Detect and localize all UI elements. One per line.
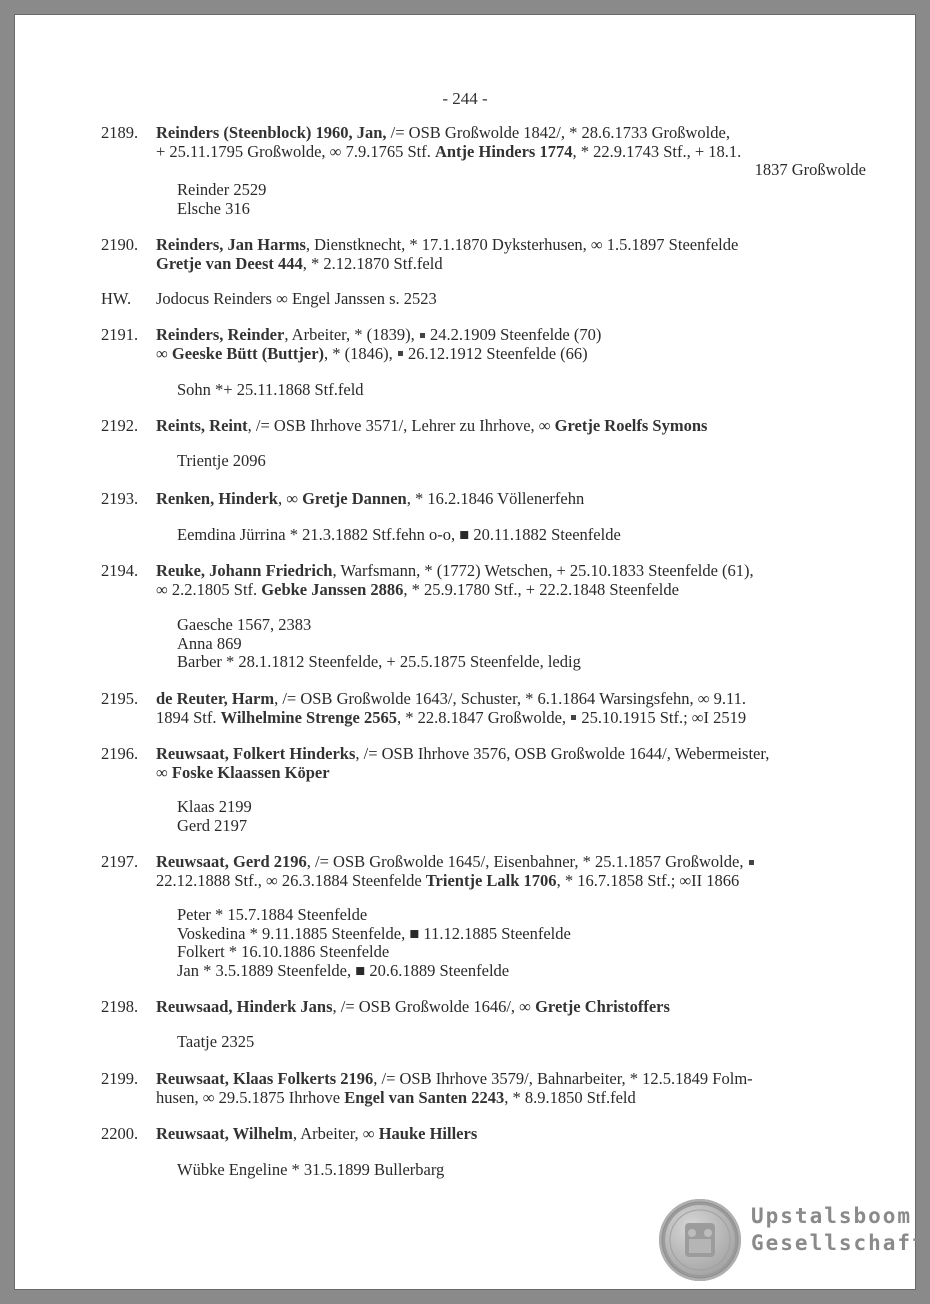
child-item: Barber * 28.1.1812 Steenfelde, + 25.5.1875 Steenfelde, ledig xyxy=(177,652,581,671)
logo-line-2: Gesellschaft xyxy=(751,1231,927,1255)
person-name: Gretje Roelfs Symons xyxy=(554,416,708,435)
person-name: Reuwsaat, Klaas Folkerts 2196 xyxy=(156,1069,374,1088)
person-name: Engel van Santen 2243 xyxy=(344,1087,505,1107)
entry-detail: Jodocus Reinders ∞ Engel Janssen s. 2523 xyxy=(156,289,437,308)
entry-line xyxy=(156,745,866,764)
entry-number: 2194. xyxy=(101,561,139,580)
entry-detail: 25.10.1915 Stf.; ∞I 2519 xyxy=(577,707,747,727)
entry-detail: 1837 Großwolde xyxy=(754,160,866,179)
entry-detail: /= OSB Großwolde 1842/, * 28.6.1733 Großwolde, xyxy=(386,123,730,142)
entry-line xyxy=(156,998,866,1017)
entry-number: 2200. xyxy=(101,1124,139,1143)
entry-line xyxy=(156,690,866,709)
entry-line xyxy=(156,709,866,728)
society-logo xyxy=(659,1199,927,1283)
children-list xyxy=(177,181,266,218)
children-list xyxy=(177,452,266,471)
entry-number: 2189. xyxy=(101,123,139,142)
entry-detail: , * 16.2.1846 Völlenerfehn xyxy=(406,489,585,508)
person-name: Reuke, Johann Friedrich xyxy=(156,561,333,580)
burial-square-icon xyxy=(749,860,754,865)
person-name: Reints, Reint xyxy=(156,416,248,435)
child-item: Reinder 2529 xyxy=(177,180,267,199)
entry-line xyxy=(156,326,866,345)
entry-line xyxy=(156,764,866,783)
entry-number: 2193. xyxy=(101,489,139,508)
child-item: Peter * 15.7.1884 Steenfelde xyxy=(177,905,368,924)
entry-line xyxy=(156,290,866,309)
entry-detail: , Arbeiter, * (1839), xyxy=(284,325,419,344)
child-item: Trientje 2096 xyxy=(177,451,266,470)
entry-line xyxy=(156,255,866,274)
entry-detail: , * 25.9.1780 Stf., + 22.2.1848 Steenfelde xyxy=(403,579,679,599)
entry-text xyxy=(156,326,866,363)
entry-text xyxy=(156,1125,866,1144)
person-name: Gretje Christoffers xyxy=(535,997,670,1016)
person-name: Antje Hinders 1774 xyxy=(434,141,573,161)
entry-number: HW. xyxy=(101,289,132,308)
entry-detail: 26.12.1912 Steenfelde (66) xyxy=(403,343,588,363)
entry-detail: 22.12.1888 Stf., ∞ 26.3.1884 Steenfelde xyxy=(156,870,426,890)
entry-detail: , /= OSB Ihrhove 3579/, Bahnarbeiter, * 12.5.1849 Folm- xyxy=(373,1069,753,1088)
entry-detail: husen, ∞ 29.5.1875 Ihrhove xyxy=(156,1087,345,1107)
logo-line-1: Upstalsboom xyxy=(751,1204,913,1228)
person-name: de Reuter, Harm xyxy=(156,689,275,708)
entry-line xyxy=(156,417,866,436)
person-name: Reinders (Steenblock) 1960, Jan, xyxy=(156,123,387,142)
child-item: Jan * 3.5.1889 Steenfelde, ■ 20.6.1889 Steenfelde xyxy=(177,960,510,980)
entry-text xyxy=(156,290,866,309)
person-name: Reuwsaat, Folkert Hinderks xyxy=(156,744,356,763)
entry-line xyxy=(156,1125,866,1144)
page-number: - 244 - xyxy=(442,89,488,108)
burial-square-icon xyxy=(571,715,576,720)
person-name: Wilhelmine Strenge 2565 xyxy=(220,707,397,727)
burial-square-icon xyxy=(420,333,425,338)
entry-line xyxy=(156,345,866,364)
entry-number: 2191. xyxy=(101,325,139,344)
entry-text xyxy=(156,998,866,1017)
entry-line xyxy=(156,124,866,143)
entry-detail: + 25.11.1795 Großwolde, ∞ 7.9.1765 Stf. xyxy=(156,141,435,161)
entry-number: 2190. xyxy=(101,235,139,254)
entry-line xyxy=(156,872,866,891)
entry-text xyxy=(156,853,866,890)
child-item: Klaas 2199 xyxy=(177,797,252,816)
person-name: Reinders, Reinder xyxy=(156,325,285,344)
entry-detail: , /= OSB Großwolde 1645/, Eisenbahner, * 25.1.1857 Großwolde, xyxy=(306,852,748,871)
child-item: Anna 869 xyxy=(177,633,242,653)
entry-line xyxy=(156,236,866,255)
entry-detail: , Arbeiter, ∞ xyxy=(292,1124,379,1143)
entry-detail: , Dienstknecht, * 17.1.1870 Dyksterhusen, ∞ 1.5.1897 Steenfelde xyxy=(305,235,739,254)
entry-line xyxy=(156,562,866,581)
person-name: Gebke Janssen 2886 xyxy=(261,579,404,599)
child-item: Elsche 316 xyxy=(177,198,250,218)
entry-detail: , /= OSB Ihrhove 3576, OSB Großwolde 1644/, Webermeister, xyxy=(355,744,770,763)
entry-detail: , /= OSB Großwolde 1646/, ∞ xyxy=(332,997,536,1016)
child-item: Eemdina Jürrina * 21.3.1882 Stf.fehn o-o, ■ 20.11.1882 Steenfelde xyxy=(177,525,621,544)
person-name: Renken, Hinderk xyxy=(156,489,278,508)
person-name: Reuwsaad, Hinderk Jans xyxy=(156,997,333,1016)
children-list xyxy=(177,906,571,980)
entry-text xyxy=(156,417,866,436)
burial-square-icon xyxy=(398,351,403,356)
child-item: Gaesche 1567, 2383 xyxy=(177,615,312,634)
entry-detail: , * 22.8.1847 Großwolde, xyxy=(396,707,571,727)
child-item: Gerd 2197 xyxy=(177,815,248,835)
entry-detail: , * (1846), xyxy=(324,343,397,363)
entry-number: 2195. xyxy=(101,689,139,708)
entry-line xyxy=(156,853,866,872)
person-name: Trientje Lalk 1706 xyxy=(425,870,557,890)
person-name: Foske Klaassen Köper xyxy=(171,762,330,782)
entry-detail: , * 8.9.1850 Stf.feld xyxy=(504,1087,636,1107)
person-name: Reuwsaat, Gerd 2196 xyxy=(156,852,307,871)
entry-detail: , * 22.9.1743 Stf., + 18.1. xyxy=(572,141,742,161)
children-list xyxy=(177,1161,444,1180)
entry-number: 2196. xyxy=(101,744,139,763)
entry-text xyxy=(156,124,866,180)
entry-text xyxy=(156,562,866,599)
person-name: Hauke Hillers xyxy=(378,1124,478,1143)
entry-line xyxy=(156,161,866,180)
entry-detail: , * 16.7.1858 Stf.; ∞II 1866 xyxy=(556,870,740,890)
entry-text xyxy=(156,1070,866,1107)
child-item: Voskedina * 9.11.1885 Steenfelde, ■ 11.12.1885 Steenfelde xyxy=(177,923,571,943)
child-item: Folkert * 16.10.1886 Steenfelde xyxy=(177,942,390,961)
entry-detail: , /= OSB Großwolde 1643/, Schuster, * 6.1.1864 Warsingsfehn, ∞ 9.11. xyxy=(274,689,746,708)
child-item: Wübke Engeline * 31.5.1899 Bullerbarg xyxy=(177,1160,445,1179)
entry-text xyxy=(156,236,866,273)
children-list xyxy=(177,1033,254,1052)
entry-text xyxy=(156,690,866,727)
entry-line xyxy=(156,581,866,600)
person-name: Reuwsaat, Wilhelm xyxy=(156,1124,293,1143)
entry-number: 2198. xyxy=(101,997,139,1016)
child-item: Taatje 2325 xyxy=(177,1032,255,1051)
entry-detail: ∞ 2.2.1805 Stf. xyxy=(156,579,262,599)
entry-number: 2197. xyxy=(101,852,139,871)
children-list xyxy=(177,616,581,672)
entry-line xyxy=(156,1089,866,1108)
person-name: Geeske Bütt (Buttjer) xyxy=(171,343,325,363)
person-name: Reinders, Jan Harms xyxy=(156,235,306,254)
person-name: Gretje van Deest 444 xyxy=(156,253,303,273)
entry-number: 2199. xyxy=(101,1069,139,1088)
seal-icon xyxy=(659,1199,741,1281)
entry-detail: , /= OSB Ihrhove 3571/, Lehrer zu Ihrhove, ∞ xyxy=(247,416,555,435)
child-item: Sohn *+ 25.11.1868 Stf.feld xyxy=(177,380,364,399)
entry-detail: ∞ xyxy=(156,762,172,782)
entry-detail: 1894 Stf. xyxy=(156,707,221,727)
person-name: Gretje Dannen xyxy=(302,489,407,508)
entry-detail: 24.2.1909 Steenfelde (70) xyxy=(425,325,602,344)
entry-detail: ∞ xyxy=(156,343,172,363)
entry-line xyxy=(156,143,866,162)
entry-text xyxy=(156,745,866,782)
entry-text xyxy=(156,490,866,509)
children-list xyxy=(177,526,621,545)
entry-detail: , ∞ xyxy=(277,489,303,508)
logo-text xyxy=(751,1203,927,1257)
entry-line xyxy=(156,490,866,509)
document-page xyxy=(14,14,927,1290)
entry-detail: , Warfsmann, * (1772) Wetschen, + 25.10.1833 Steenfelde (61), xyxy=(332,561,754,580)
entry-line xyxy=(156,1070,866,1089)
children-list xyxy=(177,798,252,835)
children-list xyxy=(177,381,364,400)
entry-detail: , * 2.12.1870 Stf.feld xyxy=(302,253,443,273)
entry-number: 2192. xyxy=(101,416,139,435)
